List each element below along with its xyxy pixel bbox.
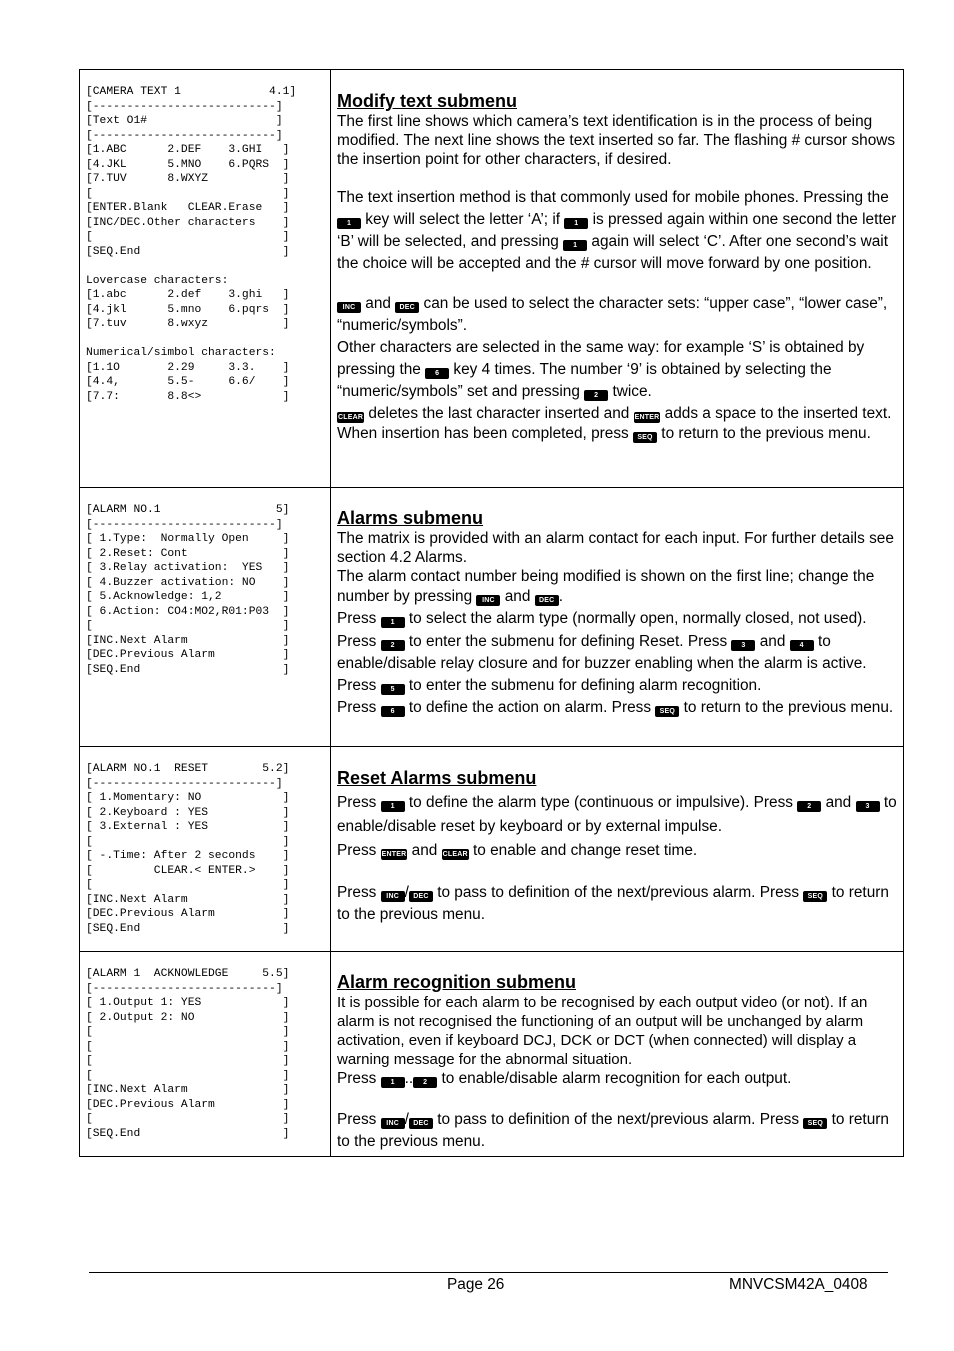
footer-divider: [89, 1272, 888, 1273]
key-1-icon: 1: [564, 218, 588, 229]
paragraph: CLEAR deletes the last character inserted and ENTER adds a space to the inserted text.: [338, 405, 892, 422]
key-3-icon: 3: [731, 640, 755, 651]
section-title: Modify text submenu: [337, 91, 518, 111]
paragraph: Press 2 to enter the submenu for defining Reset. Press 3 and 4 to enable/disable relay closure and for buzzer enabling when the alarm is active.: [337, 633, 867, 672]
paragraph: When insertion has been completed, press SEQ to return to the previous menu.: [337, 425, 871, 442]
key-1-icon: 1: [381, 617, 405, 628]
paragraph: Press ENTER and CLEAR to enable and change reset time.: [337, 842, 698, 859]
description-cell: [331, 70, 904, 488]
menu-screen: [ALARM 1 ACKNOWLEDGE 5.5] [---------------------------] [ 1.Output 1: YES ] [ 2.Output 2: NO ] [ ] [ ] [ ] [ ] [INC.Next Alarm ] [DEC.Previous Alarm ] [ ] [SEQ.End ]: [86, 968, 290, 1140]
menu-screen: [ALARM NO.1 5] [---------------------------] [ 1.Type: Normally Open ] [ 2.Reset: Cont ] [ 3.Relay activation: YES ] [ 4.Buzzer activation: NO ] [ 5.Acknowledge: 1,2 ] [ 6.Action: CO4:MO2,R01:P03 ] [ ] [INC.Next Alarm ] [DEC.Previous Alarm ] [SEQ.End ]: [86, 504, 290, 676]
paragraph: The first line shows which camera’s text identification is in the process of being modified. The next line shows the text inserted so far. The flashing # cursor shows the insertion point for other characters, if desired.: [337, 113, 896, 168]
paragraph: The alarm contact number being modified is shown on the first line; change the number by pressing INC and DEC .: [337, 568, 875, 605]
table-row: [80, 747, 904, 952]
clear-key-icon: CLEAR: [442, 851, 468, 858]
paragraph: Press INC / DEC to pass to definition of the next/previous alarm. Press SEQ to return to the previous menu.: [337, 884, 889, 923]
table-row: [80, 952, 904, 1157]
key-3-icon: 3: [856, 801, 880, 812]
seq-key-icon: SEQ: [803, 1118, 827, 1129]
table-row: [80, 70, 904, 488]
key-6-icon: 6: [381, 706, 405, 717]
section-title: Alarms submenu: [337, 508, 484, 528]
key-1-icon: 1: [563, 240, 587, 251]
inc-key-icon: INC: [381, 891, 405, 902]
key-2-icon: 2: [413, 1077, 437, 1088]
table-row: [80, 488, 904, 747]
paragraph: INC and DEC can be used to select the character sets: “upper case”, “lower case”, “numeric/symbols”.: [337, 295, 888, 334]
section-title: Alarm recognition submenu: [337, 972, 577, 992]
enter-key-icon: ENTER: [634, 414, 660, 421]
menu-screen-cell: [80, 70, 331, 488]
menu-table: [79, 69, 904, 1157]
description-cell: [331, 747, 904, 952]
key-2-icon: 2: [797, 801, 821, 812]
paragraph: The text insertion method is that commonly used for mobile phones. Pressing the 1 key will select the letter ‘A’; if 1 is pressed again within one second the letter ‘B’ will be selected, and pressing 1 again will select ‘C’. After one second’s wait the choice will be accepted and the # cursor will move forward by one position.: [337, 189, 897, 272]
key-5-icon: 5: [381, 684, 405, 695]
inc-key-icon: INC: [476, 595, 500, 606]
paragraph: Press INC / DEC to pass to definition of the next/previous alarm. Press SEQ to return to the previous menu.: [337, 1111, 889, 1150]
seq-key-icon: SEQ: [633, 432, 657, 443]
paragraph: Press 1 to select the alarm type (normally open, normally closed, not used).: [337, 610, 867, 627]
dec-key-icon: DEC: [395, 302, 419, 313]
menu-screen: [CAMERA TEXT 1 4.1] [---------------------------] [Text O1# ] [---------------------------] [1.ABC 2.DEF 3.GHI ] [4.JKL 5.MNO 6.PQRS ] [7.TUV 8.WXYZ ] [ ] [ENTER.Blank CLEAR.Erase ] [INC/DEC.Other characters ] [ ] [SEQ.End ] Lovercase characters: [1.abc 2.def 3.ghi ] [4.jkl 5.mno 6.pqrs ] [7.tuv 8.wxyz ] Numerical/simbol characters: [1.1O 2.29 3.3. ] [4.4, 5.5- 6.6/ ] [7.7: 8.8<> ]: [86, 86, 297, 403]
dec-key-icon: DEC: [535, 595, 559, 606]
page-number: Page 26: [447, 1276, 505, 1293]
key-1-icon: 1: [337, 218, 361, 229]
inc-key-icon: INC: [381, 1118, 405, 1129]
menu-screen: [ALARM NO.1 RESET 5.2] [---------------------------] [ 1.Momentary: NO ] [ 2.Keyboard : YES ] [ 3.External : YES ] [ ] [ -.Time: After 2 seconds ] [ CLEAR.< ENTER.> ] [ ] [INC.Next Alarm ] [DEC.Previous Alarm ] [SEQ.End ]: [86, 763, 290, 935]
paragraph: Press 6 to define the action on alarm. Press SEQ to return to the previous menu.: [337, 699, 894, 716]
paragraph: Press 1 to define the alarm type (continuous or impulsive). Press 2 and 3 to enable/disable reset by keyboard or by external impulse.: [337, 794, 897, 835]
description-cell: [331, 488, 904, 747]
key-2-icon: 2: [584, 390, 608, 401]
key-6-icon: 6: [425, 368, 449, 379]
section-title: Reset Alarms submenu: [337, 768, 537, 788]
seq-key-icon: SEQ: [655, 706, 679, 717]
clear-key-icon: CLEAR: [338, 414, 364, 421]
paragraph: Press 5 to enter the submenu for defining alarm recognition.: [337, 677, 762, 694]
key-1-icon: 1: [381, 801, 405, 812]
paragraph: Other characters are selected in the same way: for example ‘S’ is obtained by pressing the 6 key 4 times. The number ‘9’ is obtained by selecting the “numeric/symbols” set and pressing 2 twice.: [337, 339, 865, 400]
paragraph: The matrix is provided with an alarm contact for each input. For further details see section 4.2 Alarms.: [337, 530, 894, 566]
key-2-icon: 2: [381, 640, 405, 651]
key-1-icon: 1: [381, 1077, 405, 1088]
seq-key-icon: SEQ: [803, 891, 827, 902]
description-cell: [331, 952, 904, 1157]
menu-screen-cell: [80, 488, 331, 747]
menu-screen-cell: [80, 952, 331, 1157]
dec-key-icon: DEC: [409, 1118, 433, 1129]
key-4-icon: 4: [790, 640, 814, 651]
document-code: MNVCSM42A_0408: [729, 1276, 868, 1293]
paragraph: It is possible for each alarm to be recognised by each output video (or not). If an alarm is not recognised the functioning of an output will be unchanged by alarm activation, even if keyboard DCJ, DCK or DCT (when connected) will display a warning message for the abnormal situation.: [337, 994, 868, 1068]
enter-key-icon: ENTER: [381, 851, 407, 858]
paragraph: Press 1 .. 2 to enable/disable alarm recognition for each output.: [337, 1070, 792, 1087]
dec-key-icon: DEC: [409, 891, 433, 902]
menu-screen-cell: [80, 747, 331, 952]
inc-key-icon: INC: [337, 302, 361, 313]
